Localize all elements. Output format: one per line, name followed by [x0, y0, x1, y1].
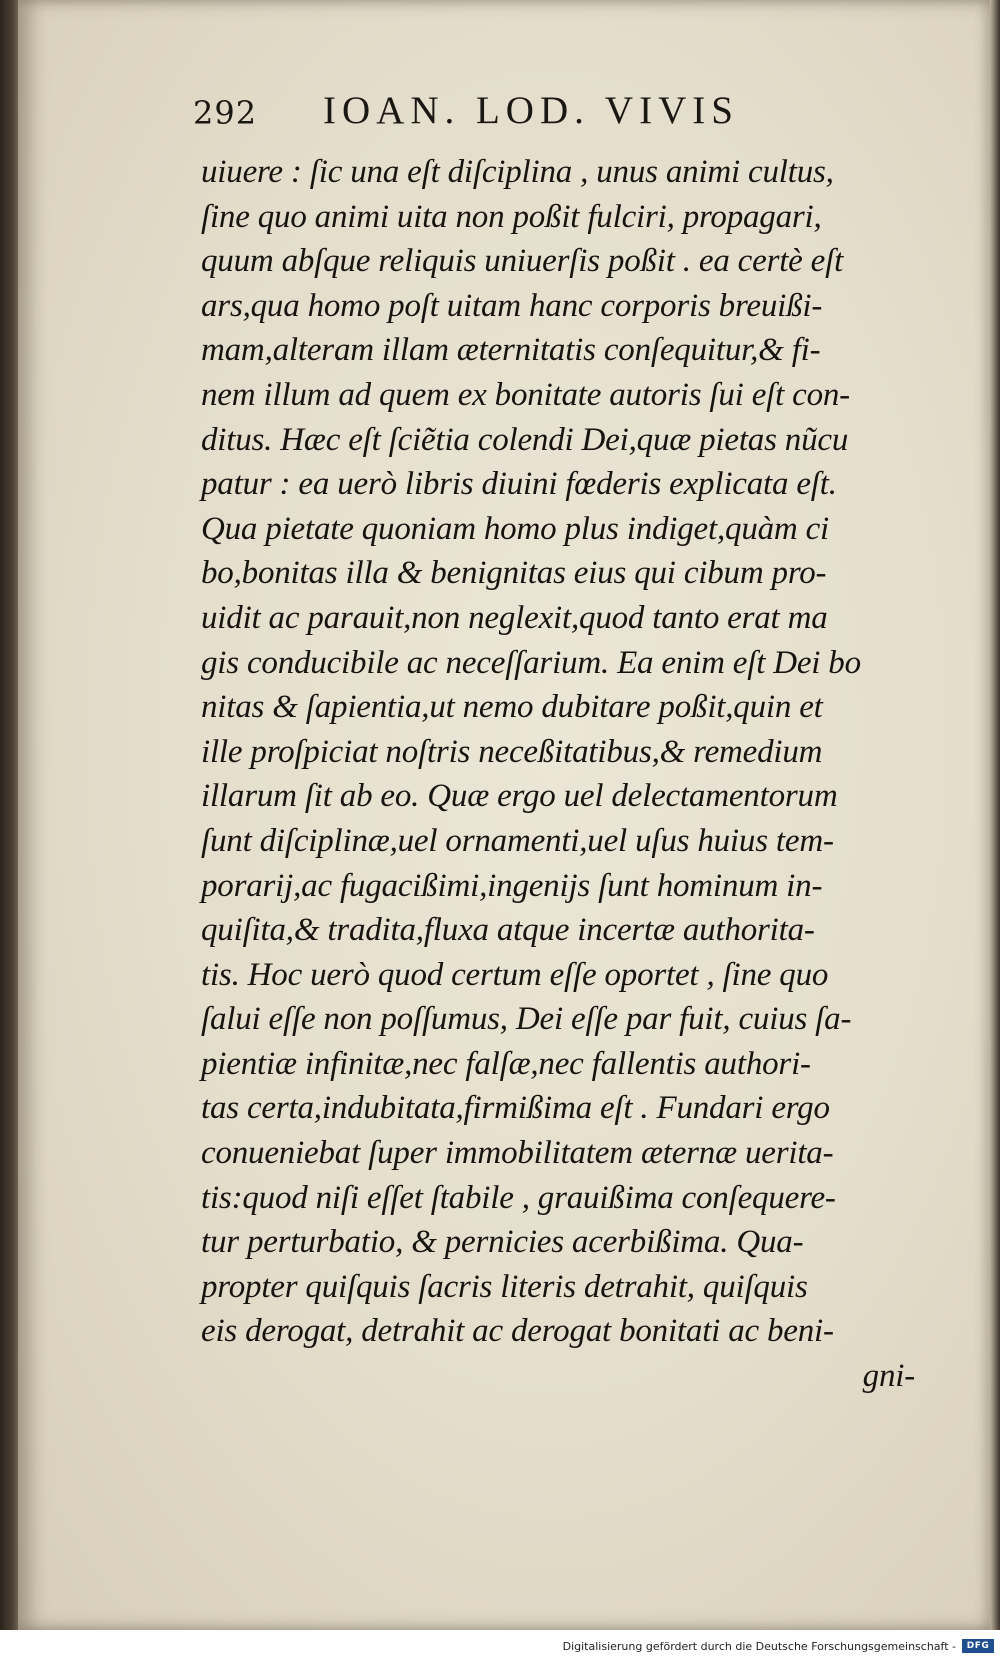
text-line: nem illum ad quem ex bonitate autoris ſui eſt con- [201, 376, 850, 413]
text-line: ille proſpiciat noſtris neceßitatibus,& remedium [201, 733, 823, 770]
catchword: gni- [862, 1358, 915, 1395]
book-page [18, 0, 990, 1630]
text-line: tur perturbatio, & pernicies acerbißima. Qua- [201, 1224, 804, 1261]
page-number: 292 [193, 94, 258, 132]
text-line: mam,alteram illam æternitatis conſequitur,& fi- [201, 332, 821, 369]
text-line: uidit ac parauit,non neglexit,quod tanto erat ma [201, 599, 828, 636]
text-line: nitas & ſapientia,ut nemo dubitare poßit,quin et [201, 689, 823, 726]
running-head: IOAN. LOD. VIVIS [323, 89, 739, 132]
text-line: conueniebat ſuper immobilitatem æternæ uerita- [201, 1135, 834, 1172]
body-text [201, 150, 921, 1399]
text-line: propter quiſquis ſacris literis detrahit, quiſquis [201, 1268, 808, 1305]
book-spine-edge [0, 0, 20, 1630]
text-line: patur : ea uerò libris diuini fœderis explicata eſt. [201, 466, 837, 503]
book-fore-edge [990, 0, 1000, 1630]
funding-credit: Digitalisierung gefördert durch die Deutsche Forschungsgemeinschaft - [562, 1640, 956, 1653]
text-line: quum abſque reliquis uniuerſis poßit . ea certè eſt [201, 243, 844, 280]
text-line: ſine quo animi uita non poßit fulciri, propagari, [201, 198, 822, 235]
text-line: tis:quod niſi eſſet ſtabile , grauißima conſequere- [201, 1179, 836, 1216]
text-line: porarij,ac fugacißimi,ingenijs ſunt hominum in- [201, 867, 823, 904]
text-line: ſunt diſciplinæ,uel ornamenti,uel uſus huius tem- [201, 822, 834, 859]
text-line: tas certa,indubitata,firmißima eſt . Fundari ergo [201, 1090, 830, 1127]
text-line: quiſita,& tradita,fluxa atque incertæ authorita- [201, 912, 815, 949]
text-line: eis derogat, detrahit ac derogat bonitati ac beni- [201, 1313, 834, 1350]
text-line: uiuere : ſic una eſt diſciplina , unus animi cultus, [201, 154, 834, 190]
text-line: ſalui eſſe non poſſumus, Dei eſſe par fuit, cuius ſa- [201, 1001, 852, 1038]
text-line: Qua pietate quoniam homo plus indiget,quàm ci [201, 510, 830, 547]
text-line: ditus. Hæc eſt ſciẽtia colendi Dei,quæ pietas nũcu [201, 421, 849, 458]
text-line: bo,bonitas illa & benignitas eius qui cibum pro- [201, 555, 827, 592]
text-line: illarum ſit ab eo. Quæ ergo uel delectamentorum [201, 778, 838, 815]
page-header [193, 88, 833, 136]
dfg-logo-icon: DFG [962, 1639, 994, 1653]
text-line: ars,qua homo poſt uitam hanc corporis breuißi- [201, 287, 823, 324]
text-line: pientiæ infinitæ,nec falſæ,nec fallentis authori- [201, 1045, 811, 1082]
text-line: tis. Hoc uerò quod certum eſſe oportet , ſine quo [201, 956, 829, 993]
text-line: gis conducibile ac neceſſarium. Ea enim eſt Dei bo [201, 644, 861, 681]
